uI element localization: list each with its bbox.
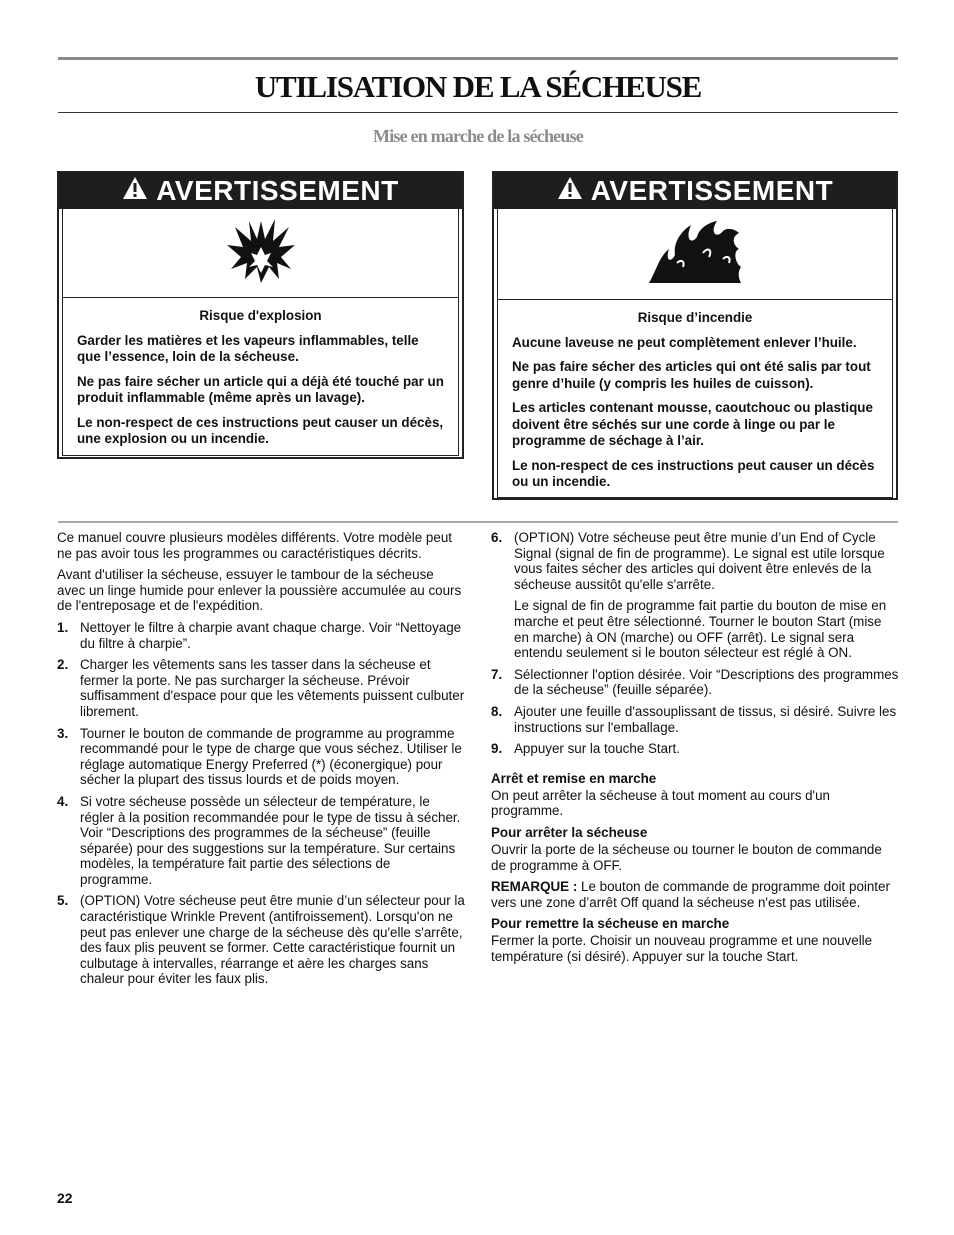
step-number: 9. — [491, 741, 503, 757]
risk-label: Risque d’incendie — [637, 310, 753, 325]
list-item — [57, 726, 465, 788]
page-number: 22 — [57, 1190, 73, 1206]
left-column — [57, 530, 465, 993]
step-text: Appuyer sur la touche Start. — [514, 741, 680, 757]
right-column — [491, 530, 899, 970]
warning-text: Garder les matières et les vapeurs inflammables, telle que l’essence, loin de la sécheuse. — [77, 332, 419, 364]
intro-paragraph: Ce manuel couvre plusieurs modèles différents. Votre modèle peut ne pas avoir tous les programmes ou caractéristiques décrits. — [57, 530, 452, 561]
step-number: 8. — [491, 703, 503, 719]
warning-header-label: AVERTISSEMENT — [590, 175, 834, 206]
remark-label: REMARQUE : — [491, 879, 578, 895]
remark-text: Le bouton de commande de programme doit pointer vers une zone d’arrêt Off quand la sécheuse n'est pas utilisée. — [491, 879, 890, 910]
restart-text: Fermer la porte. Choisir un nouveau programme et une nouvelle température (si désiré). Appuyer sur la touche Start. — [491, 933, 873, 964]
list-item — [57, 794, 465, 888]
fire-warning-box — [492, 171, 898, 500]
step-number: 3. — [57, 725, 69, 741]
list-item — [491, 704, 899, 735]
step-text: Ajouter une feuille d'assouplissant de tissus, si désiré. Suivre les instructions sur l'emballage. — [514, 703, 897, 735]
stop-text: Ouvrir la porte de la sécheuse ou tourner le bouton de commande de programme à OFF. — [491, 841, 882, 873]
warning-triangle-icon — [122, 175, 148, 207]
list-item — [57, 620, 465, 651]
intro-paragraph: Avant d'utiliser la sécheuse, essuyer le tambour de la sécheuse avec un linge humide pour enlever la poussière accumulée au cours de l'entreposage et de l'expédition. — [57, 567, 462, 614]
stop-restart-heading: Arrêt et remise en marche — [491, 770, 657, 786]
step-text: Si votre sécheuse possède un sélecteur de température, le régler à la position recommandée pour le type de tissu à sécher. Voir “Descriptions des programmes de la sécheuse” (feuille séparée) pour des suggestions sur la température. Sur certains modèles, la température fait partie des sélections de programme. — [80, 793, 461, 887]
step-number: 7. — [491, 666, 503, 682]
remark-paragraph — [491, 879, 899, 910]
step-extra-text: Le signal de fin de programme fait partie du bouton de mise en marche et peut être sélectionné. Tourner le bouton Start (mise en marche) à ON (marche) ou OFF (arrêt). Le signal sera entendu seulement si le bouton sélecteur est réglé à ON. — [514, 598, 887, 661]
top-rule — [58, 57, 898, 60]
restart-heading: Pour remettre la sécheuse en marche — [491, 916, 730, 932]
warning-body — [62, 298, 459, 456]
list-item — [491, 741, 899, 757]
explosion-picture — [62, 209, 459, 298]
steps-list — [57, 620, 465, 987]
page-title: UTILISATION DE LA SÉCHEUSE — [254, 69, 702, 104]
step-number: 5. — [57, 893, 69, 909]
explosion-warning-box — [57, 171, 464, 459]
warning-text: Le non-respect de ces instructions peut causer un décès ou un incendie. — [512, 457, 875, 489]
steps-list — [491, 530, 899, 757]
list-item — [491, 667, 899, 698]
warning-text: Aucune laveuse ne peut complètement enlever l’huile. — [512, 334, 857, 350]
stop-heading: Pour arrêter la sécheuse — [491, 824, 648, 840]
warning-text: Le non-respect de ces instructions peut causer un décès, une explosion ou un incendie. — [77, 414, 444, 446]
step-text: Sélectionner l'option désirée. Voir “Descriptions des programmes de la sécheuse” (feuille séparée). — [514, 666, 899, 698]
step-text: Charger les vêtements sans les tasser dans la sécheuse et fermer la porte. Ne pas surcharger la sécheuse. Prévoir suffisamment d'espace pour que les vêtements puissent culbuter librement. — [80, 657, 465, 719]
step-number: 6. — [491, 530, 503, 545]
fire-icon — [647, 219, 743, 290]
step-number: 4. — [57, 793, 69, 809]
explosion-icon — [225, 217, 297, 290]
step-text: Tourner le bouton de commande de programme au programme recommandé pour le type de charge que vous séchez. Utiliser le réglage automatique Energy Preferred (*) (éconergique) pour sécher la plupart des tissus lourds et de poids moyen. — [80, 725, 462, 788]
title-rule — [58, 112, 898, 113]
step-number: 2. — [57, 657, 69, 673]
list-item — [57, 893, 465, 987]
warning-header — [494, 173, 896, 209]
warning-text: Ne pas faire sécher des articles qui ont été salis par tout genre d’huile (y compris les huiles de cuisson). — [512, 359, 871, 391]
stop-restart-text: On peut arrêter la sécheuse à tout moment au cours d'un programme. — [491, 787, 831, 819]
warning-text: Ne pas faire sécher un article qui a déjà été touché par un produit inflammable (même après un lavage). — [77, 373, 444, 405]
section-title: Mise en marche de la sécheuse — [373, 126, 583, 146]
warning-text: Les articles contenant mousse, caoutchouc ou plastique doivent être séchés sur une corde à linge ou par le programme de séchage à l’air. — [512, 400, 873, 448]
step-text: (OPTION) Votre sécheuse peut être munie d’un sélecteur pour la caractéristique Wrinkle Prevent (antifroissement). Lorsqu'on ne peut pas enlever une charge de la sécheuse dès qu'elle s'arrête, des faux plis peuvent se former. Cette caractéristique fournit un culbutage à intervalles, réarrange et aère les charges sans chaleur pour éviter les faux plis. — [80, 893, 465, 987]
list-item — [57, 657, 465, 719]
step-number: 1. — [57, 619, 69, 635]
fire-picture — [497, 209, 893, 300]
warning-header — [59, 173, 462, 209]
step-text: Nettoyer le filtre à charpie avant chaque charge. Voir “Nettoyage du filtre à charpie”. — [80, 619, 462, 651]
risk-label: Risque d'explosion — [199, 308, 322, 323]
step-text: (OPTION) Votre sécheuse peut être munie d’un End of Cycle Signal (signal de fin de programme). Le signal est utile lorsque vous faites sécher des articles qui doivent être enlevés de la sécheuse aussitôt qu'elle s'arrête. — [514, 530, 885, 592]
warning-body — [497, 300, 893, 498]
warning-header-label: AVERTISSEMENT — [156, 175, 399, 206]
warning-triangle-icon — [557, 175, 583, 207]
body-rule — [58, 521, 898, 523]
list-item — [491, 530, 899, 661]
